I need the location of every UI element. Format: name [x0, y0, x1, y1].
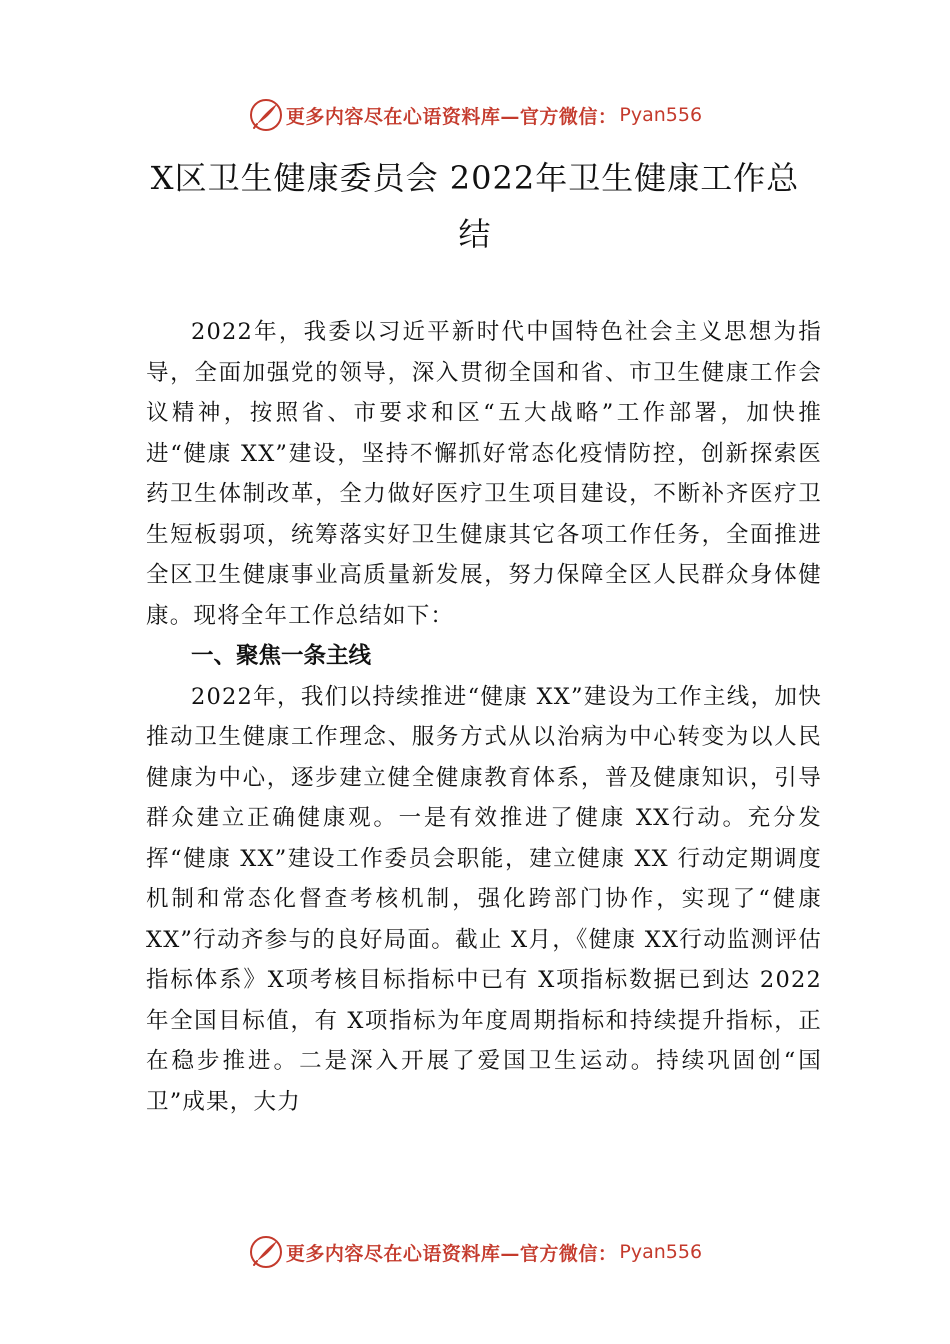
section-1-paragraph: 2022年，我们以持续推进“健康 XX”建设为工作主线，加快推动卫生健康工作理念、服务方式从以治病为中心转变为以人民健康为中心，逐步建立健全健康教育体系，普及健康知识，引导群众建立正确健康观。一是有效推进了健康 XX行动。充分发挥“健康 XX”建设工作委员会职能，建立健康 XX 行动定期调度机制和常态化督查考核机制，强化跨部门协作，实现了“健康 XX”行动齐参与的良好局面。截止 X月，《健康 XX行动监测评估指标体系》X项考核目标指标中已有 X项指标数据已到达 2022年全国目标值，有 X项指标为年度周期指标和持续提升指标，正在稳步推进。二是深入开展了爱国卫生运动。持续巩固创“国卫”成果，大力 [146, 683, 822, 1115]
watermark-text: 更多内容尽在心语资料库—官方微信： [285, 105, 618, 128]
intro-paragraph: 2022年，我委以习近平新时代中国特色社会主义思想为指导，全面加强党的领导，深入贯彻全国和省、市卫生健康工作会议精神，按照省、市要求和区“五大战略”工作部署，加快推进“健康 XX”建设，坚持不懈抓好常态化疫情防控，创新探索医药卫生体制改革，全力做好医疗卫生项目建设，不断补齐医疗卫生短板弱项，统筹落实好卫生健康其它各项工作任务，全面推进全区卫生健康事业高质量新发展，努力保障全区人民群众身体健康。现将全年工作总结如下： [146, 319, 822, 629]
watermark-banner-bottom [0, 1232, 950, 1272]
section-heading-1: 一、聚焦一条主线 [191, 643, 372, 669]
document-body [146, 312, 822, 1122]
quill-logo-icon [248, 1234, 284, 1270]
watermark-banner-top [0, 95, 950, 135]
document-title: X区卫生健康委员会 2022年卫生健康工作总结 [150, 159, 800, 253]
quill-logo-icon [248, 97, 284, 133]
watermark-text: 更多内容尽在心语资料库—官方微信： [285, 1242, 618, 1265]
watermark-wechat-id: Pyan556 [619, 104, 703, 126]
watermark-wechat-id: Pyan556 [619, 1241, 703, 1263]
